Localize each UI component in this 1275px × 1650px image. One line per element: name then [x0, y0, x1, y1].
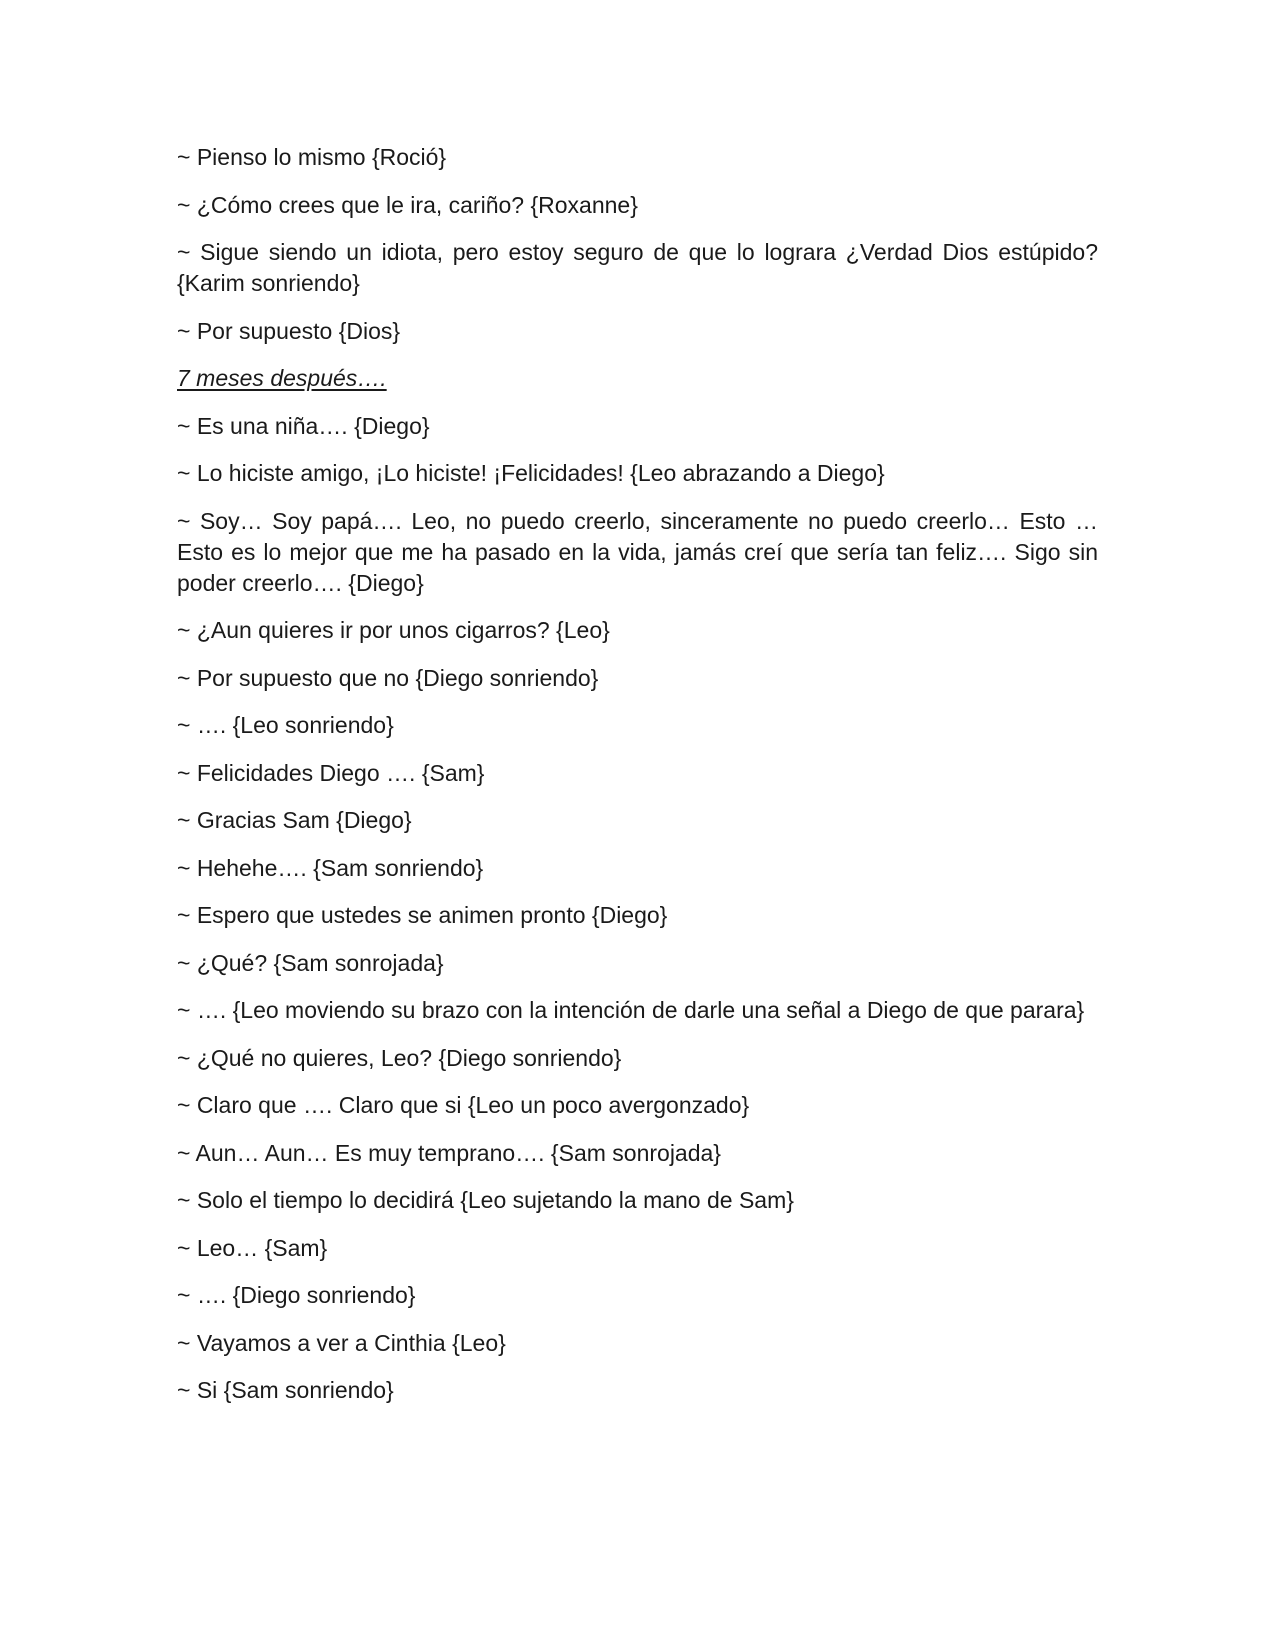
dialogue-line: ~ Es una niña…. {Diego}: [177, 412, 430, 439]
dialogue-line: ~ Vayamos a ver a Cinthia {Leo}: [177, 1329, 506, 1356]
dialogue-line: ~ Pienso lo mismo {Roció}: [177, 144, 447, 170]
dialogue-line: ~ ¿Qué? {Sam sonrojada}: [177, 949, 444, 976]
dialogue-line: ~ …. {Leo moviendo su brazo con la intención de darle una señal a Diego de que parara}: [177, 997, 1085, 1023]
document-page: [177, 142, 1098, 1423]
dialogue-line: ~ Solo el tiempo lo decidirá {Leo sujetando la mano de Sam}: [177, 1187, 794, 1213]
dialogue-line: ~ Lo hiciste amigo, ¡Lo hiciste! ¡Felicidades! {Leo abrazando a Diego}: [177, 460, 885, 486]
dialogue-line: ~ Gracias Sam {Diego}: [177, 807, 412, 833]
dialogue-line: ~ …. {Diego sonriendo}: [177, 1282, 416, 1308]
dialogue-line: ~ Claro que …. Claro que si {Leo un poco avergonzado}: [177, 1092, 750, 1118]
dialogue-line: ~ Felicidades Diego …. {Sam}: [177, 759, 485, 786]
dialogue-line: ~ …. {Leo sonriendo}: [177, 712, 394, 738]
dialogue-line: ~ Aun… Aun… Es muy temprano…. {Sam sonrojada}: [177, 1139, 721, 1166]
dialogue-line: ~ ¿Cómo crees que le ira, cariño? {Roxanne}: [177, 191, 638, 218]
dialogue-line: ~ Hehehe…. {Sam sonriendo}: [177, 854, 484, 881]
dialogue-line: ~ Por supuesto {Dios}: [177, 317, 401, 344]
dialogue-line: ~ Soy… Soy papá…. Leo, no puedo creerlo, sinceramente no puedo creerlo… Esto … Esto es lo mejor que me ha pasado en la vida, jamás creí que sería tan feliz…. Sigo sin poder creerlo…. {Diego}: [177, 507, 1098, 596]
dialogue-line: ~ Leo… {Sam}: [177, 1234, 328, 1261]
dialogue-line: ~ ¿Aun quieres ir por unos cigarros? {Leo}: [177, 617, 610, 643]
section-heading: 7 meses después….: [177, 365, 387, 391]
dialogue-line: ~ Por supuesto que no {Diego sonriendo}: [177, 664, 599, 691]
dialogue-line: ~ Si {Sam sonriendo}: [177, 1377, 394, 1403]
dialogue-line: ~ Espero que ustedes se animen pronto {Diego}: [177, 902, 668, 928]
dialogue-line: ~ Sigue siendo un idiota, pero estoy seguro de que lo lograra ¿Verdad Dios estúpido? {Karim sonriendo}: [177, 239, 1098, 296]
dialogue-line: ~ ¿Qué no quieres, Leo? {Diego sonriendo}: [177, 1044, 622, 1071]
